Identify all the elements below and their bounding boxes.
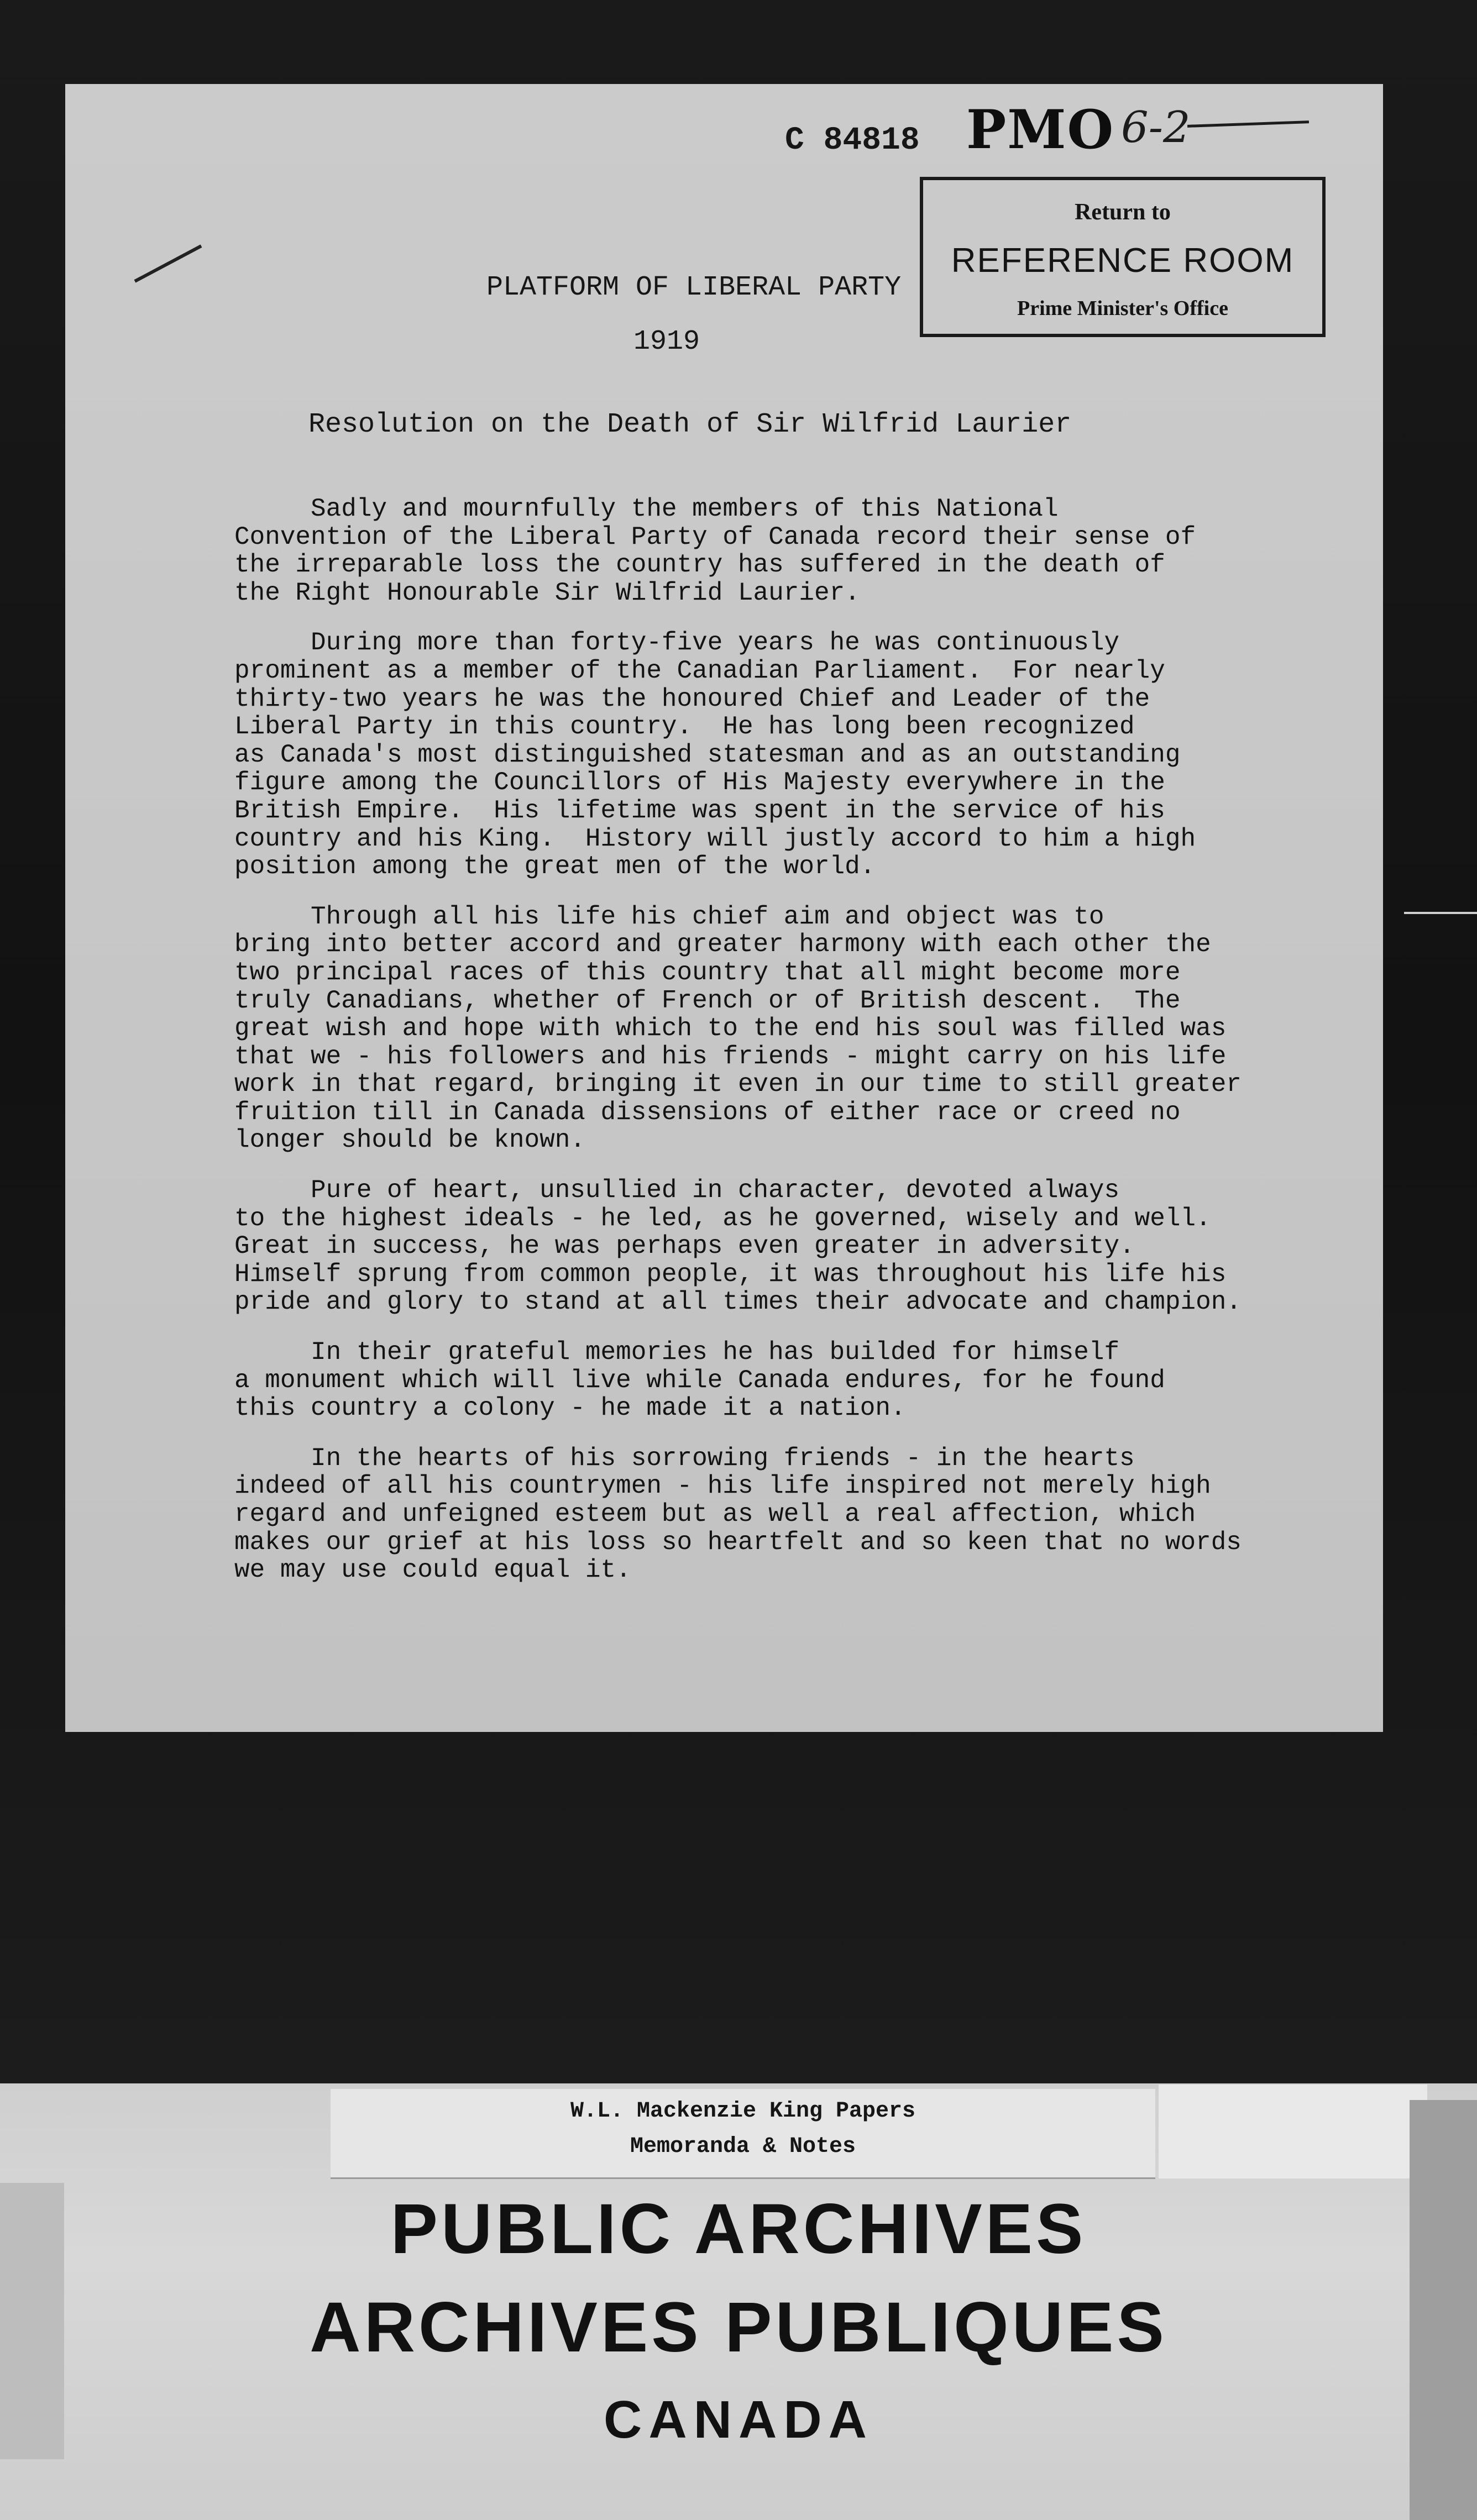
paragraph-gap [234, 607, 1373, 629]
paragraph-line: longer should be known. [234, 1126, 585, 1155]
paragraph-line: a monument which will live while Canada endures, for he found [234, 1366, 1165, 1395]
paragraph-line: British Empire. His lifetime was spent in the service of his [234, 796, 1165, 825]
paragraph-line: we may use could equal it. [234, 1556, 631, 1585]
paragraph-line: bring into better accord and greater harmony with each other the [234, 930, 1211, 959]
return-stamp-line3: Prime Minister's Office [1017, 297, 1228, 320]
paragraph [234, 1177, 1373, 1316]
paragraph-line: Through all his life his chief aim and object was to [234, 902, 1104, 931]
document-title: PLATFORM OF LIBERAL PARTY [486, 272, 902, 303]
paragraph-line: Convention of the Liberal Party of Canada record their sense of [234, 522, 1196, 552]
pmo-stamp: PMO [966, 98, 1115, 161]
paragraph-line: Himself sprung from common people, it was throughout his life his [234, 1259, 1227, 1289]
paragraph-line: In their grateful memories he has builded for himself [234, 1338, 1120, 1367]
archive-heading-french: ARCHIVES PUBLIQUES [310, 2288, 1167, 2367]
paragraph-line: thirty-two years he was the honoured Chief and Leader of the [234, 684, 1150, 713]
archive-country: CANADA [604, 2390, 873, 2449]
paragraph-line: Pure of heart, unsullied in character, devoted always [234, 1176, 1120, 1205]
paragraph-line: fruition till in Canada dissensions of either race or creed no [234, 1098, 1181, 1127]
paragraph-line: country and his King. History will justly accord to him a high [234, 824, 1196, 853]
paragraph [234, 1338, 1373, 1422]
paragraph-line: truly Canadians, whether of French or of British descent. The [234, 986, 1181, 1015]
paragraph-line: regard and unfeigned esteem but as well a real affection, which [234, 1500, 1196, 1529]
paragraph-line: indeed of all his countrymen - his life inspired not merely high [234, 1472, 1211, 1501]
paragraph-line: great wish and hope with which to the end his soul was filled was [234, 1014, 1227, 1043]
document-page [65, 84, 1383, 1732]
paragraph [234, 903, 1373, 1154]
paragraph-gap [234, 1422, 1373, 1445]
paragraph [234, 1445, 1373, 1584]
paragraph-line: prominent as a member of the Canadian Parliament. For nearly [234, 656, 1165, 685]
paragraph [234, 495, 1373, 607]
collection-series: Memoranda & Notes [630, 2134, 856, 2159]
paragraph-line: work in that regard, bringing it even in our time to still greater [234, 1070, 1242, 1099]
paragraph-line: Sadly and mournfully the members of this National [234, 495, 1059, 523]
resolution-body [234, 495, 1373, 1584]
document-year: 1919 [633, 326, 700, 358]
paragraph-line: makes our grief at his loss so heartfelt and so keen that no words [234, 1527, 1242, 1557]
collection-name: W.L. Mackenzie King Papers [570, 2099, 916, 2124]
return-stamp-line1: Return to [1075, 200, 1171, 225]
paragraph-line: pride and glory to stand at all times their advocate and champion. [234, 1288, 1242, 1317]
archive-heading-english: PUBLIC ARCHIVES [390, 2190, 1087, 2269]
paragraph-line: two principal races of this country that all might become more [234, 958, 1181, 987]
paragraph-gap [234, 881, 1373, 903]
paragraph-line: figure among the Councillors of His Majesty everywhere in the [234, 768, 1165, 797]
paragraph-line: During more than forty-five years he was continuously [234, 628, 1120, 658]
paragraph-line: the Right Honourable Sir Wilfrid Laurier. [234, 578, 860, 607]
pmo-handwritten-number: 6-2 [1121, 103, 1191, 153]
paragraph [234, 629, 1373, 880]
return-stamp-line2: REFERENCE ROOM [951, 242, 1295, 280]
paragraph-gap [234, 1154, 1373, 1177]
return-to-stamp [920, 177, 1326, 337]
reference-number: C 84818 [785, 123, 920, 159]
paragraph-line: this country a colony - he made it a nation. [234, 1394, 906, 1423]
document-subtitle: Resolution on the Death of Sir Wilfrid Laurier [308, 409, 1072, 440]
paragraph-line: position among the great men of the world. [234, 852, 876, 881]
paragraph-line: the irreparable loss the country has suffered in the death of [234, 550, 1165, 580]
paragraph-gap [234, 1316, 1373, 1338]
paragraph-line: Liberal Party in this country. He has long been recognized [234, 712, 1135, 742]
pencil-mark [134, 244, 202, 282]
paragraph-line: that we - his followers and his friends - might carry on his life [234, 1042, 1227, 1071]
paragraph-line: to the highest ideals - he led, as he governed, wisely and well. [234, 1204, 1211, 1233]
collection-label [331, 2089, 1155, 2177]
paragraph-line: Great in success, he was perhaps even greater in adversity. [234, 1232, 1135, 1261]
handwritten-underline [1187, 120, 1309, 128]
paragraph-line: as Canada's most distinguished statesman and as an outstanding [234, 740, 1181, 769]
paragraph-line: In the hearts of his sorrowing friends - in the hearts [234, 1443, 1135, 1473]
film-edge-mark [1404, 912, 1477, 914]
label-right-tab [1159, 2085, 1427, 2178]
